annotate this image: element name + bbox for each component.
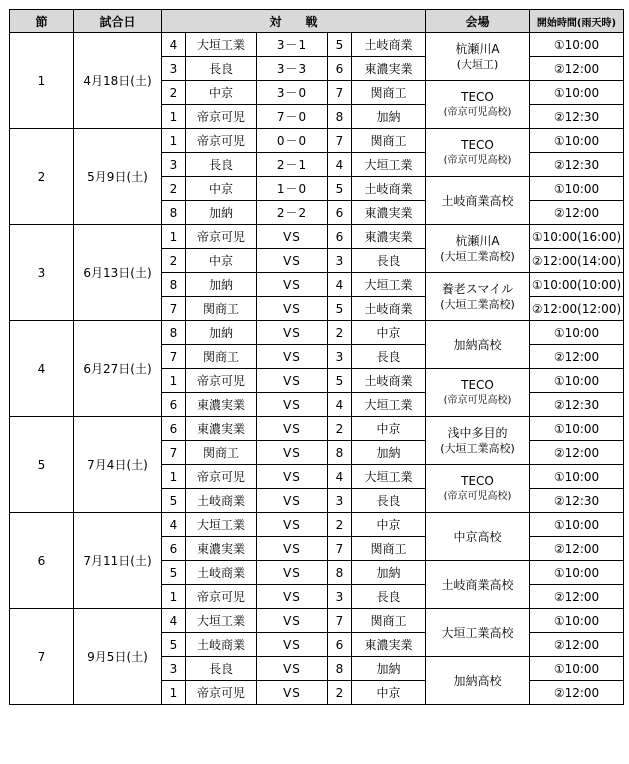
- start-time: ②12:30: [530, 489, 624, 513]
- away-team: 長良: [352, 249, 426, 273]
- table-row: [10, 609, 624, 633]
- away-team: 加納: [352, 441, 426, 465]
- away-team-number: 3: [328, 489, 352, 513]
- round-number: 5: [10, 417, 74, 513]
- start-time: ②12:30: [530, 105, 624, 129]
- venue-name: 杭瀬川A: [455, 233, 500, 248]
- away-team-number: 7: [328, 129, 352, 153]
- match-result: VS: [257, 393, 328, 417]
- away-team-number: 8: [328, 441, 352, 465]
- away-team: 関商工: [352, 129, 426, 153]
- home-team: 大垣工業: [186, 609, 257, 633]
- start-time: ①10:00(10:00): [530, 273, 624, 297]
- away-team: 大垣工業: [352, 153, 426, 177]
- away-team-number: 2: [328, 681, 352, 705]
- start-time: ①10:00: [530, 369, 624, 393]
- table-row: [10, 225, 624, 249]
- start-time: ①10:00: [530, 321, 624, 345]
- match-result: VS: [257, 681, 328, 705]
- venue-subtitle: (帝京可児高校): [443, 106, 512, 118]
- home-team-number: 7: [162, 441, 186, 465]
- venue-name: 浅中多目的: [447, 425, 508, 440]
- venue-cell: [426, 417, 530, 465]
- venue-name: 大垣工業高校: [441, 625, 514, 640]
- venue-name: TECO: [461, 89, 494, 104]
- away-team: 大垣工業: [352, 393, 426, 417]
- home-team-number: 1: [162, 369, 186, 393]
- away-team-number: 3: [328, 345, 352, 369]
- away-team: 関商工: [352, 537, 426, 561]
- away-team: 土岐商業: [352, 369, 426, 393]
- home-team-number: 1: [162, 225, 186, 249]
- round-number: 6: [10, 513, 74, 609]
- home-team-number: 3: [162, 57, 186, 81]
- venue-cell: [426, 33, 530, 81]
- match-result: VS: [257, 249, 328, 273]
- venue-subtitle: (帝京可児高校): [443, 490, 512, 502]
- match-result: VS: [257, 513, 328, 537]
- venue-name: 土岐商業高校: [441, 577, 514, 592]
- venue-cell: [426, 369, 530, 417]
- match-result: VS: [257, 609, 328, 633]
- match-result: 0－0: [257, 129, 328, 153]
- venue-subtitle: (大垣工業高校): [440, 249, 515, 263]
- start-time: ②12:30: [530, 153, 624, 177]
- away-team: 大垣工業: [352, 465, 426, 489]
- match-result: 1－0: [257, 177, 328, 201]
- venue-name: TECO: [461, 377, 494, 392]
- venue-subtitle: (大垣工業高校): [440, 297, 515, 311]
- away-team: 加納: [352, 657, 426, 681]
- start-time: ②12:30: [530, 393, 624, 417]
- home-team-number: 6: [162, 417, 186, 441]
- home-team: 加納: [186, 273, 257, 297]
- start-time: ①10:00: [530, 417, 624, 441]
- match-result: VS: [257, 537, 328, 561]
- home-team: 帝京可児: [186, 105, 257, 129]
- home-team-number: 1: [162, 465, 186, 489]
- home-team-number: 3: [162, 657, 186, 681]
- start-time: ①10:00: [530, 129, 624, 153]
- venue-subtitle: (帝京可児高校): [443, 394, 512, 406]
- home-team: 加納: [186, 321, 257, 345]
- home-team-number: 6: [162, 393, 186, 417]
- venue-name: TECO: [461, 473, 494, 488]
- match-result: VS: [257, 465, 328, 489]
- match-result: VS: [257, 561, 328, 585]
- away-team: 東濃実業: [352, 633, 426, 657]
- start-time: ②12:00(12:00): [530, 297, 624, 321]
- away-team: 中京: [352, 417, 426, 441]
- home-team-number: 8: [162, 201, 186, 225]
- match-result: VS: [257, 633, 328, 657]
- venue-subtitle: (帝京可児高校): [443, 154, 512, 166]
- venue-subtitle: (大垣工業高校): [440, 441, 515, 455]
- home-team: 東濃実業: [186, 417, 257, 441]
- home-team: 土岐商業: [186, 561, 257, 585]
- home-team: 帝京可児: [186, 585, 257, 609]
- venue-name: 杭瀬川A: [455, 41, 500, 56]
- away-team: 中京: [352, 321, 426, 345]
- away-team: 東濃実業: [352, 225, 426, 249]
- home-team-number: 4: [162, 609, 186, 633]
- home-team-number: 5: [162, 561, 186, 585]
- home-team-number: 1: [162, 585, 186, 609]
- away-team-number: 7: [328, 81, 352, 105]
- away-team-number: 8: [328, 657, 352, 681]
- home-team-number: 1: [162, 105, 186, 129]
- match-result: 7－0: [257, 105, 328, 129]
- away-team: 中京: [352, 681, 426, 705]
- start-time: ②12:00: [530, 345, 624, 369]
- venue-cell: [426, 465, 530, 513]
- venue-cell: [426, 177, 530, 225]
- away-team-number: 5: [328, 297, 352, 321]
- match-result: VS: [257, 225, 328, 249]
- away-team: 長良: [352, 345, 426, 369]
- home-team-number: 4: [162, 33, 186, 57]
- start-time: ①10:00: [530, 561, 624, 585]
- home-team: 中京: [186, 177, 257, 201]
- round-number: 1: [10, 33, 74, 129]
- home-team: 長良: [186, 657, 257, 681]
- table-row: [10, 33, 624, 57]
- table-row: [10, 417, 624, 441]
- away-team-number: 6: [328, 201, 352, 225]
- away-team-number: 2: [328, 321, 352, 345]
- home-team: 土岐商業: [186, 633, 257, 657]
- venue-name: 土岐商業高校: [441, 193, 514, 208]
- start-time: ②12:00: [530, 441, 624, 465]
- match-result: VS: [257, 321, 328, 345]
- away-team-number: 4: [328, 465, 352, 489]
- away-team-number: 7: [328, 609, 352, 633]
- home-team-number: 2: [162, 177, 186, 201]
- match-result: 2－1: [257, 153, 328, 177]
- start-time: ①10:00: [530, 609, 624, 633]
- match-result: 3－0: [257, 81, 328, 105]
- home-team-number: 5: [162, 633, 186, 657]
- match-result: VS: [257, 297, 328, 321]
- venue-name: 養老スマイル: [441, 281, 514, 296]
- match-result: VS: [257, 441, 328, 465]
- away-team: 関商工: [352, 609, 426, 633]
- home-team-number: 8: [162, 321, 186, 345]
- round-number: 4: [10, 321, 74, 417]
- match-result: 3－3: [257, 57, 328, 81]
- away-team-number: 4: [328, 273, 352, 297]
- away-team: 加納: [352, 561, 426, 585]
- home-team-number: 1: [162, 681, 186, 705]
- schedule-table: [9, 9, 624, 705]
- home-team-number: 4: [162, 513, 186, 537]
- venue-cell: [426, 609, 530, 657]
- round-number: 2: [10, 129, 74, 225]
- away-team: 長良: [352, 489, 426, 513]
- home-team: 大垣工業: [186, 513, 257, 537]
- away-team: 土岐商業: [352, 177, 426, 201]
- match-result: 2－2: [257, 201, 328, 225]
- away-team: 長良: [352, 585, 426, 609]
- home-team-number: 1: [162, 129, 186, 153]
- away-team-number: 8: [328, 561, 352, 585]
- match-date: 4月18日(土): [74, 33, 162, 129]
- header-setsu: 節: [10, 10, 74, 33]
- venue-cell: [426, 321, 530, 369]
- match-result: VS: [257, 417, 328, 441]
- home-team: 帝京可児: [186, 129, 257, 153]
- match-result: VS: [257, 585, 328, 609]
- match-result: VS: [257, 273, 328, 297]
- away-team: 東濃実業: [352, 201, 426, 225]
- home-team: 長良: [186, 57, 257, 81]
- header-date: 試合日: [74, 10, 162, 33]
- match-result: VS: [257, 657, 328, 681]
- away-team-number: 2: [328, 513, 352, 537]
- header-start-time: 開始時間(雨天時): [530, 10, 624, 33]
- venue-cell: [426, 513, 530, 561]
- home-team: 大垣工業: [186, 33, 257, 57]
- home-team-number: 2: [162, 81, 186, 105]
- round-number: 7: [10, 609, 74, 705]
- start-time: ②12:00(14:00): [530, 249, 624, 273]
- venue-cell: [426, 273, 530, 321]
- venue-name: 加納高校: [453, 673, 502, 688]
- home-team-number: 8: [162, 273, 186, 297]
- away-team-number: 3: [328, 585, 352, 609]
- match-date: 7月11日(土): [74, 513, 162, 609]
- venue-cell: [426, 129, 530, 177]
- start-time: ①10:00(16:00): [530, 225, 624, 249]
- header-row: [10, 10, 624, 33]
- away-team: 土岐商業: [352, 297, 426, 321]
- home-team: 土岐商業: [186, 489, 257, 513]
- venue-cell: [426, 657, 530, 705]
- home-team: 東濃実業: [186, 537, 257, 561]
- start-time: ①10:00: [530, 33, 624, 57]
- table-row: [10, 129, 624, 153]
- venue-name: TECO: [461, 137, 494, 152]
- home-team: 帝京可児: [186, 225, 257, 249]
- home-team: 関商工: [186, 345, 257, 369]
- away-team-number: 2: [328, 417, 352, 441]
- away-team-number: 6: [328, 57, 352, 81]
- match-result: 3－1: [257, 33, 328, 57]
- home-team: 関商工: [186, 297, 257, 321]
- match-date: 6月13日(土): [74, 225, 162, 321]
- start-time: ②12:00: [530, 681, 624, 705]
- match-result: VS: [257, 345, 328, 369]
- home-team: 長良: [186, 153, 257, 177]
- venue-cell: [426, 81, 530, 129]
- header-match: 対 戦: [162, 10, 426, 33]
- home-team-number: 7: [162, 297, 186, 321]
- start-time: ①10:00: [530, 657, 624, 681]
- home-team: 帝京可児: [186, 465, 257, 489]
- round-number: 3: [10, 225, 74, 321]
- home-team: 帝京可児: [186, 681, 257, 705]
- home-team: 中京: [186, 249, 257, 273]
- away-team-number: 4: [328, 153, 352, 177]
- away-team-number: 4: [328, 393, 352, 417]
- away-team-number: 7: [328, 537, 352, 561]
- start-time: ①10:00: [530, 177, 624, 201]
- table-row: [10, 513, 624, 537]
- match-date: 7月4日(土): [74, 417, 162, 513]
- home-team: 関商工: [186, 441, 257, 465]
- away-team-number: 8: [328, 105, 352, 129]
- away-team-number: 5: [328, 33, 352, 57]
- match-date: 6月27日(土): [74, 321, 162, 417]
- away-team-number: 3: [328, 249, 352, 273]
- start-time: ②12:00: [530, 201, 624, 225]
- away-team-number: 6: [328, 225, 352, 249]
- start-time: ②12:00: [530, 57, 624, 81]
- venue-cell: [426, 225, 530, 273]
- start-time: ②12:00: [530, 585, 624, 609]
- home-team: 東濃実業: [186, 393, 257, 417]
- away-team: 土岐商業: [352, 33, 426, 57]
- home-team: 加納: [186, 201, 257, 225]
- header-venue: 会場: [426, 10, 530, 33]
- start-time: ①10:00: [530, 81, 624, 105]
- home-team-number: 5: [162, 489, 186, 513]
- venue-name: 加納高校: [453, 337, 502, 352]
- home-team-number: 3: [162, 153, 186, 177]
- match-result: VS: [257, 489, 328, 513]
- start-time: ②12:00: [530, 537, 624, 561]
- away-team: 関商工: [352, 81, 426, 105]
- home-team: 中京: [186, 81, 257, 105]
- away-team: 加納: [352, 105, 426, 129]
- match-result: VS: [257, 369, 328, 393]
- home-team-number: 7: [162, 345, 186, 369]
- home-team: 帝京可児: [186, 369, 257, 393]
- start-time: ①10:00: [530, 465, 624, 489]
- match-date: 9月5日(土): [74, 609, 162, 705]
- start-time: ②12:00: [530, 633, 624, 657]
- away-team-number: 5: [328, 369, 352, 393]
- venue-name: 中京高校: [453, 529, 502, 544]
- away-team: 中京: [352, 513, 426, 537]
- table-row: [10, 321, 624, 345]
- venue-subtitle: (大垣工): [456, 57, 499, 71]
- match-date: 5月9日(土): [74, 129, 162, 225]
- away-team-number: 5: [328, 177, 352, 201]
- away-team: 東濃実業: [352, 57, 426, 81]
- home-team-number: 6: [162, 537, 186, 561]
- away-team-number: 6: [328, 633, 352, 657]
- home-team-number: 2: [162, 249, 186, 273]
- away-team: 大垣工業: [352, 273, 426, 297]
- start-time: ①10:00: [530, 513, 624, 537]
- venue-cell: [426, 561, 530, 609]
